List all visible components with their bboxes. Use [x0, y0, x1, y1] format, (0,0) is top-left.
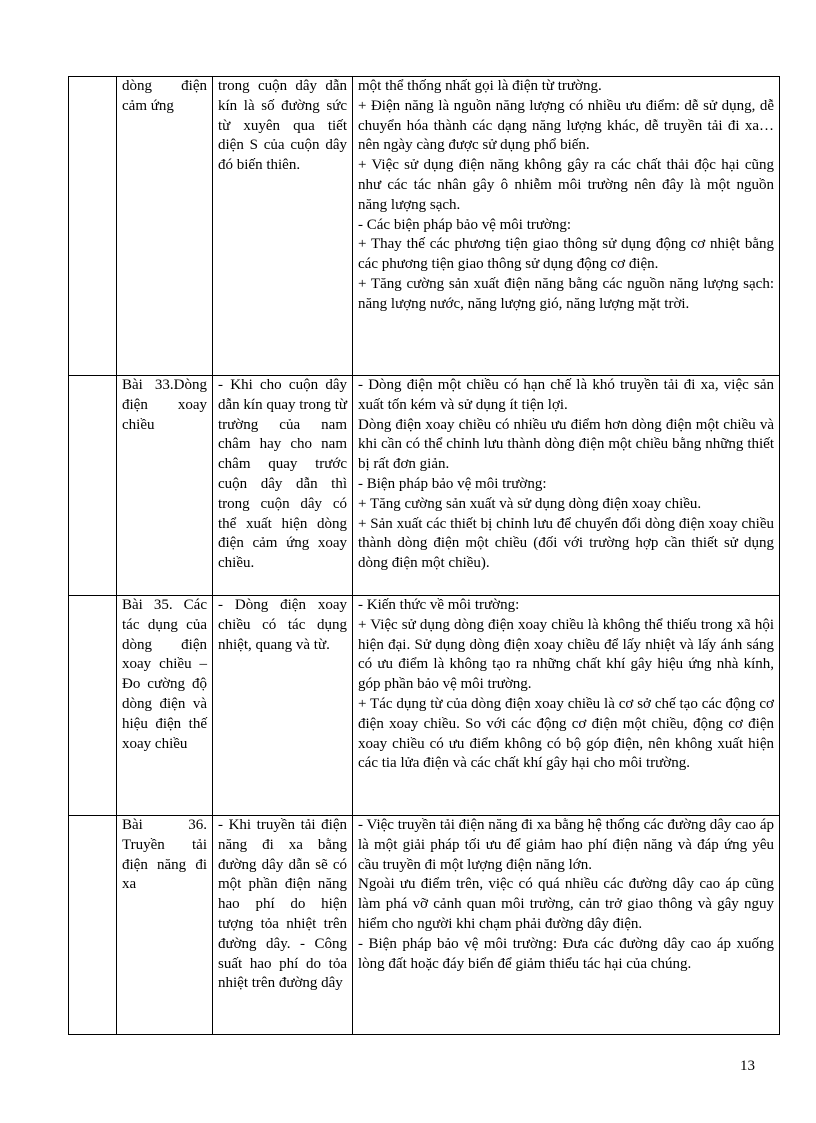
environment-cell: [353, 816, 780, 1035]
lesson-text: Bài 33.Dòng điện xoay chiều: [122, 377, 207, 433]
environment-line: - Việc truyền tải điện năng đi xa bằng hệ thống các đường dây cao áp là một giải pháp tối ưu để giảm hao phí điện năng và đáp ứng yêu cầu truyền đi một lượng điện năng lớn.: [358, 817, 774, 873]
environment-cell: [353, 77, 780, 376]
table-row: [69, 376, 780, 596]
index-cell: [69, 376, 117, 596]
content-table: [68, 76, 780, 1035]
environment-line: + Việc sử dụng dòng điện xoay chiều là không thể thiếu trong xã hội hiện đại. Sử dụng dòng điện xoay chiều để lấy nhiệt và lấy ánh sáng có ưu điểm là không tạo ra những chất khí gây hiệu ứng nhà kính, góp phần bảo vệ môi trường.: [358, 616, 774, 693]
lesson-text: Bài 36. Truyền tải điện năng đi xa: [122, 817, 207, 893]
table-row: [69, 816, 780, 1035]
lesson-text: Bài 35. Các tác dụng của dòng điện xoay chiều – Đo cường độ dòng điện và hiệu điện thế xoay chiều: [122, 597, 207, 752]
lesson-cell: [117, 77, 213, 376]
environment-line: + Tác dụng từ của dòng điện xoay chiều là cơ sở chế tạo các động cơ điện xoay chiều. So với các động cơ điện một chiều, động cơ điện xoay chiều có ưu điểm không có bộ góp điện, nên không xuất hiện các tia lửa điện và các chất khí gây hại cho môi trường.: [358, 695, 774, 772]
environment-line: Dòng điện xoay chiều có nhiều ưu điểm hơn dòng điện một chiều và khi cần có thể chỉnh lưu thành dòng điện một chiều bằng những thiết bị rất đơn giản.: [358, 416, 774, 473]
environment-line: - Kiến thức về môi trường:: [358, 597, 520, 613]
condition-text: - Khi truyền tải điện năng đi xa bằng đường dây dẫn sẽ có một phần điện năng hao phí do hiện tượng tỏa nhiệt trên đường dây. - Công suất hao phí do tỏa nhiệt trên đường dây: [218, 817, 347, 992]
environment-cell: [353, 596, 780, 816]
environment-line: + Thay thế các phương tiện giao thông sử dụng động cơ nhiệt bằng các phương tiện giao thông sử dụng động cơ điện.: [358, 236, 774, 273]
lesson-text: dòng điện cảm ứng: [122, 78, 207, 114]
environment-line: một thể thống nhất gọi là điện từ trường.: [358, 78, 602, 94]
environment-line: - Biện pháp bảo vệ môi trường: Đưa các đường dây cao áp xuống lòng đất hoặc đáy biển để giảm thiểu tác hại của chúng.: [358, 935, 774, 972]
page-number: 13: [740, 1058, 755, 1074]
index-cell: [69, 77, 117, 376]
condition-text: trong cuộn dây dẫn kín là số đường sức từ xuyên qua tiết diện S của cuộn dây đó biến thiên.: [218, 78, 347, 174]
environment-line: - Các biện pháp bảo vệ môi trường:: [358, 216, 572, 233]
condition-cell: [213, 816, 353, 1035]
lesson-cell: [117, 816, 213, 1035]
index-cell: [69, 596, 117, 816]
condition-text: - Dòng điện xoay chiều có tác dụng nhiệt, quang và từ.: [218, 597, 347, 653]
environment-line: + Tăng cường sản xuất và sử dụng dòng điện xoay chiều.: [358, 495, 702, 512]
condition-text: - Khi cho cuộn dây dẫn kín quay trong từ trường của nam châm hay cho nam châm quay trước cuộn dây dẫn thì trong cuộn dây có thể xuất hiện dòng điện cảm ứng xoay chiều.: [218, 377, 347, 572]
lesson-cell: [117, 596, 213, 816]
environment-line: + Tăng cường sản xuất điện năng bằng các nguồn năng lượng sạch: năng lượng nước, năng lượng gió, năng lượng mặt trời.: [358, 275, 774, 312]
environment-line: + Việc sử dụng điện năng không gây ra các chất thải độc hại cũng như các tác nhân gây ô nhiễm môi trường nên đây là một nguồn năng lượng sạch.: [358, 157, 774, 213]
environment-line: Ngoài ưu điểm trên, việc có quá nhiều các đường dây cao áp cũng làm phá vỡ cảnh quan môi trường, cản trở giao thông và gây nguy hiểm cho người khi chạm phải đường dây điện.: [358, 876, 774, 932]
environment-line: - Dòng điện một chiều có hạn chế là khó truyền tải đi xa, việc sản xuất tốn kém và sử dụng ít tiện lợi.: [358, 377, 774, 413]
condition-cell: [213, 376, 353, 596]
index-cell: [69, 816, 117, 1035]
table-row: [69, 596, 780, 816]
environment-line: - Biện pháp bảo vệ môi trường:: [358, 475, 547, 492]
condition-cell: [213, 77, 353, 376]
environment-cell: [353, 376, 780, 596]
environment-line: + Sản xuất các thiết bị chỉnh lưu để chuyển đổi dòng điện xoay chiều thành dòng điện một chiều (đối với trường hợp cần thiết sử dụng dòng điện một chiều).: [358, 515, 774, 572]
environment-line: + Điện năng là nguồn năng lượng có nhiều ưu điểm: dễ sử dụng, dễ chuyển hóa thành các dạng năng lượng khác, dễ truyền tải đi xa… nên ngày càng được sử dụng phổ biến.: [358, 97, 774, 154]
table-row: [69, 77, 780, 376]
lesson-cell: [117, 376, 213, 596]
condition-cell: [213, 596, 353, 816]
